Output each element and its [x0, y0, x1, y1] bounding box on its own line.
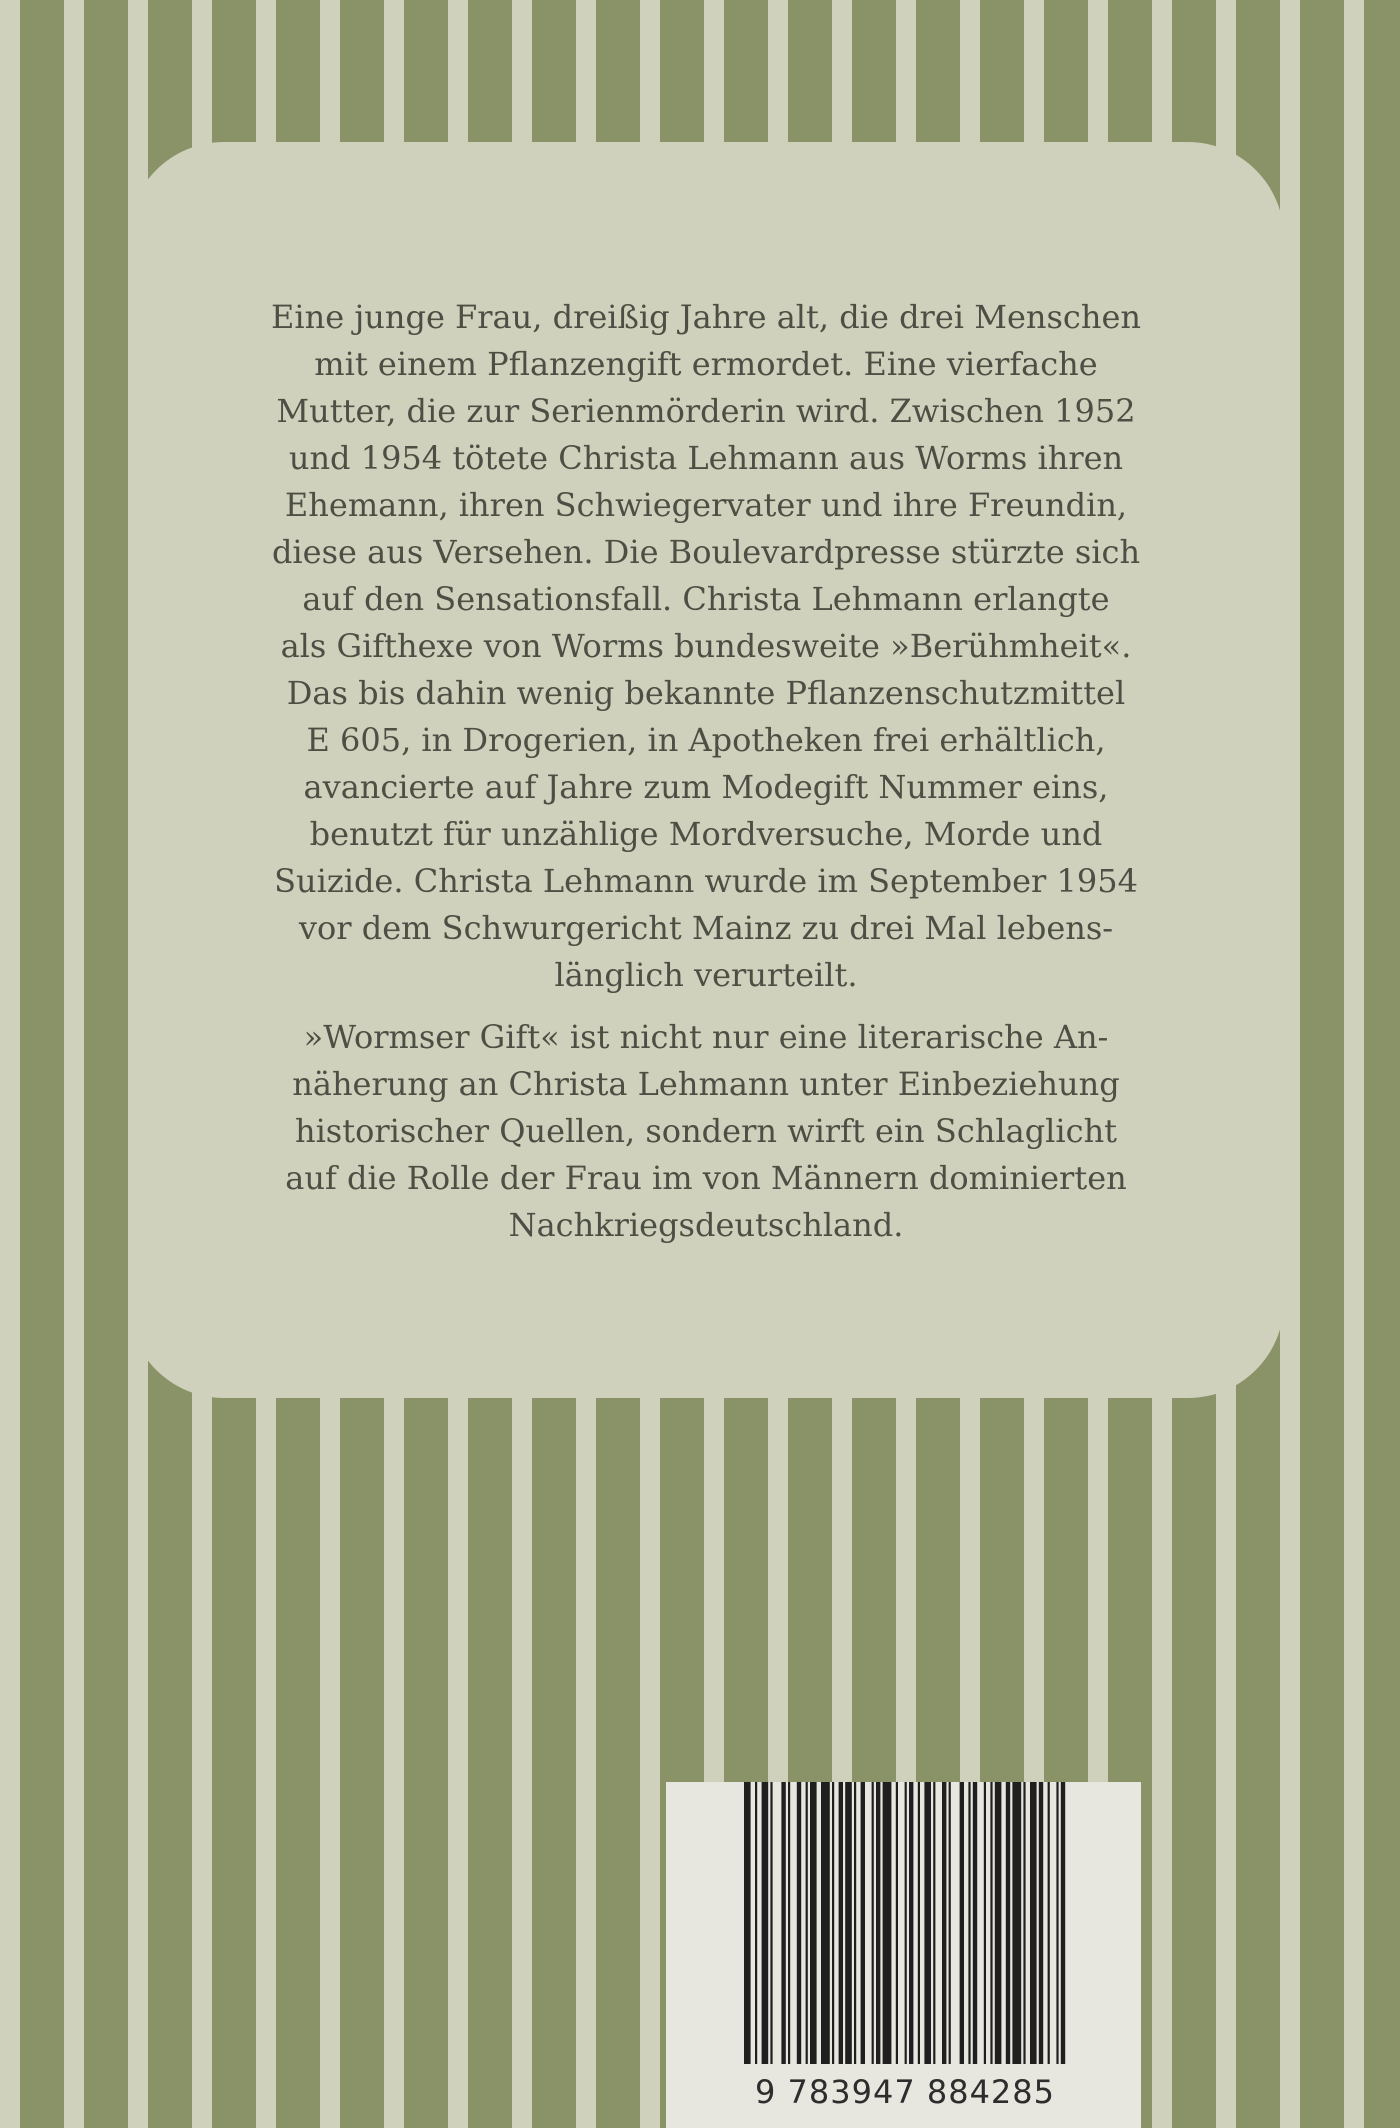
blurb-line: Das bis dahin wenig bekannte Pflanzenschutzmittel: [286, 674, 1126, 712]
blurb-paragraph-1: [128, 294, 1284, 999]
blurb-line: Nachkriegsdeutschland.: [508, 1206, 904, 1244]
blurb-line: länglich verurteilt.: [554, 956, 858, 994]
blurb-line: Suizide. Christa Lehmann wurde im September 1954: [274, 862, 1138, 900]
blurb-line: historischer Quellen, sondern wirft ein Schlaglicht: [294, 1112, 1118, 1150]
blurb-line: näherung an Christa Lehmann unter Einbeziehung: [292, 1065, 1120, 1103]
blurb-line: mit einem Pflanzengift ermordet. Eine vierfache: [314, 345, 1098, 383]
blurb-line: »Wormser Gift« ist nicht nur eine literarische An-: [303, 1018, 1109, 1056]
blurb-line: Mutter, die zur Serienmörderin wird. Zwischen 1952: [276, 392, 1136, 430]
blurb-panel: [128, 142, 1284, 1398]
blurb-line: Eine junge Frau, dreißig Jahre alt, die drei Menschen: [271, 298, 1141, 336]
blurb-line: benutzt für unzählige Mordversuche, Morde und: [309, 815, 1103, 853]
blurb-line: Ehemann, ihren Schwiegervater und ihre Freundin,: [284, 486, 1128, 524]
blurb-line: und 1954 tötete Christa Lehmann aus Worms ihren: [288, 439, 1124, 477]
blurb-paragraph-2: [128, 1014, 1284, 1249]
blurb-line: als Gifthexe von Worms bundesweite »Berühmheit«.: [280, 627, 1132, 665]
barcode-box: [666, 1782, 1141, 2128]
blurb-line: auf den Sensationsfall. Christa Lehmann erlangte: [302, 580, 1110, 618]
blurb-line: E 605, in Drogerien, in Apotheken frei erhältlich,: [306, 721, 1106, 759]
blurb-line: vor dem Schwurgericht Mainz zu drei Mal lebens-: [298, 909, 1114, 947]
blurb-line: diese aus Versehen. Die Boulevardpresse stürzte sich: [271, 533, 1141, 571]
blurb-line: avancierte auf Jahre zum Modegift Nummer eins,: [303, 768, 1109, 806]
isbn-number: 9 783947 884285: [754, 2073, 1055, 2111]
blurb-line: auf die Rolle der Frau im von Männern dominierten: [285, 1159, 1127, 1197]
